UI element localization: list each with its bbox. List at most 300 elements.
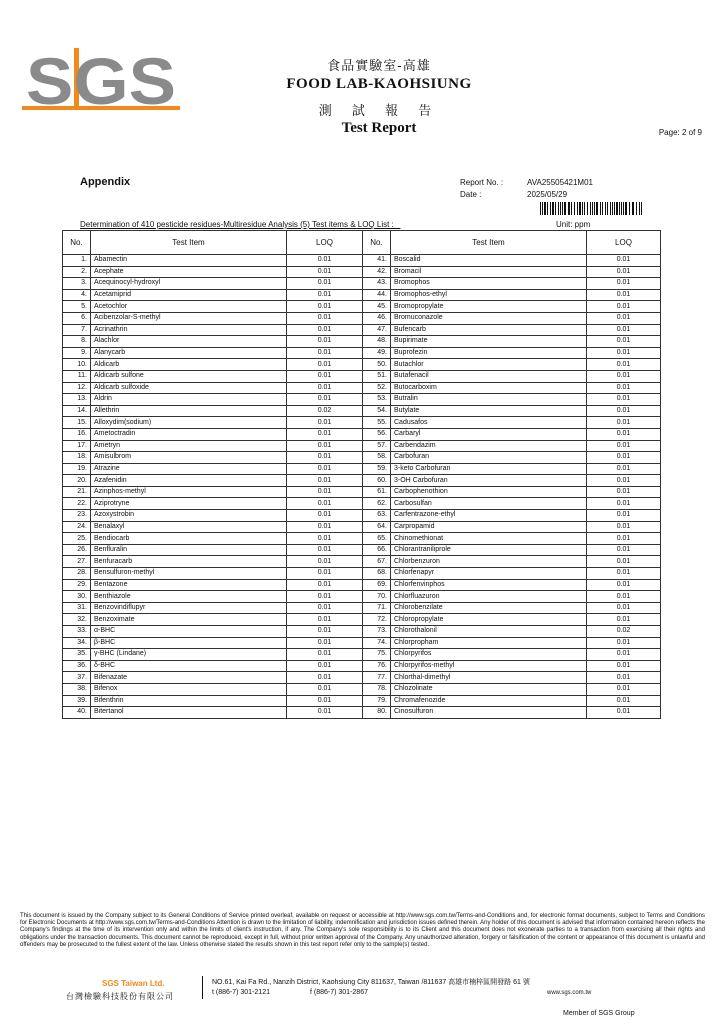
table-header-row — [63, 231, 661, 255]
test-item: Cinosulfuron — [391, 707, 587, 719]
loq-value: 0.01 — [587, 556, 661, 568]
loq-value: 0.01 — [587, 614, 661, 626]
test-item: Bendiocarb — [91, 533, 287, 545]
loq-value: 0.01 — [287, 382, 363, 394]
test-item: Azoxystrobin — [91, 510, 287, 522]
table-row — [63, 301, 661, 313]
loq-value: 0.01 — [587, 336, 661, 348]
loq-value: 0.01 — [287, 486, 363, 498]
barcode-bar — [550, 202, 551, 215]
test-item: Alanycarb — [91, 347, 287, 359]
row-no: 72. — [363, 614, 391, 626]
loq-value: 0.01 — [587, 278, 661, 290]
page-number: Page: 2 of 9 — [658, 128, 702, 137]
svg-text:SGS: SGS — [26, 48, 176, 118]
loq-value: 0.01 — [587, 660, 661, 672]
header-no: No. — [63, 231, 91, 255]
table-row — [63, 289, 661, 301]
barcode-bar — [641, 202, 642, 215]
test-item: δ-BHC — [91, 660, 287, 672]
sgs-logo — [22, 48, 180, 118]
loq-value: 0.01 — [287, 370, 363, 382]
loq-value: 0.01 — [287, 602, 363, 614]
table-row — [63, 626, 661, 638]
row-no: 69. — [363, 579, 391, 591]
test-item: Butachlor — [391, 359, 587, 371]
test-item: Azafenidin — [91, 475, 287, 487]
row-no: 56. — [363, 428, 391, 440]
loq-value: 0.01 — [287, 660, 363, 672]
row-no: 6. — [63, 312, 91, 324]
loq-value: 0.01 — [287, 324, 363, 336]
row-no: 67. — [363, 556, 391, 568]
report-title-cn: 測 試 報 告 — [318, 104, 440, 119]
row-no: 33. — [63, 626, 91, 638]
loq-value: 0.01 — [587, 637, 661, 649]
row-no: 22. — [63, 498, 91, 510]
loq-value: 0.01 — [587, 301, 661, 313]
test-item: Benzoximate — [91, 614, 287, 626]
row-no: 27. — [63, 556, 91, 568]
test-item: Bromophos — [391, 278, 587, 290]
table-row — [63, 452, 661, 464]
test-item: Carbendazim — [391, 440, 587, 452]
row-no: 45. — [363, 301, 391, 313]
test-item: Chlorfenvinphos — [391, 579, 587, 591]
barcode-bar — [596, 202, 598, 215]
loq-value: 0.01 — [587, 417, 661, 429]
terms-link[interactable]: http://www.sgs.com.tw/Terms-and-Conditions — [395, 913, 516, 919]
row-no: 54. — [363, 405, 391, 417]
company-fax: f (886-7) 301-2867 — [310, 989, 368, 996]
row-no: 37. — [63, 672, 91, 684]
row-no: 70. — [363, 591, 391, 603]
test-item: Cadusafos — [391, 417, 587, 429]
loq-value: 0.01 — [287, 637, 363, 649]
loq-value: 0.01 — [587, 510, 661, 522]
row-no: 71. — [363, 602, 391, 614]
test-item: Chlorfenapyr — [391, 568, 587, 580]
barcode-bar — [614, 202, 615, 215]
row-no: 1. — [63, 255, 91, 267]
test-item: Carpropamid — [391, 521, 587, 533]
table-row — [63, 498, 661, 510]
report-number-line — [460, 178, 593, 187]
test-item: Bromuconazole — [391, 312, 587, 324]
table-row — [63, 382, 661, 394]
table-row — [63, 568, 661, 580]
test-item: Bitertanol — [91, 707, 287, 719]
barcode-bar — [632, 202, 634, 215]
test-item: Acetamiprid — [91, 289, 287, 301]
row-no: 64. — [363, 521, 391, 533]
row-no: 2. — [63, 266, 91, 278]
loq-value: 0.01 — [287, 707, 363, 719]
row-no: 31. — [63, 602, 91, 614]
test-item: Carbaryl — [391, 428, 587, 440]
table-row — [63, 324, 661, 336]
test-item: Benfluralin — [91, 544, 287, 556]
test-item: Bromacil — [391, 266, 587, 278]
table-row — [63, 312, 661, 324]
table-row — [63, 440, 661, 452]
test-item: Acibenzolar-S-methyl — [91, 312, 287, 324]
table-row — [63, 394, 661, 406]
test-item: Chlorpyrifos-methyl — [391, 660, 587, 672]
report-number-label: Report No. : — [460, 178, 504, 187]
row-no: 46. — [363, 312, 391, 324]
barcode-bar — [544, 202, 546, 215]
loq-value: 0.01 — [287, 568, 363, 580]
loq-value: 0.01 — [587, 324, 661, 336]
test-item: Benthiazole — [91, 591, 287, 603]
test-item: Butylate — [391, 405, 587, 417]
test-item: Carbophenothion — [391, 486, 587, 498]
loq-value: 0.01 — [287, 428, 363, 440]
loq-value: 0.01 — [287, 614, 363, 626]
row-no: 65. — [363, 533, 391, 545]
barcode-bar — [619, 202, 620, 215]
test-item: Acequinocyl-hydroxyl — [91, 278, 287, 290]
report-number-value: AVA25505421M01 — [527, 178, 593, 187]
test-item: Benzovindiflupyr — [91, 602, 287, 614]
test-item: Butralin — [391, 394, 587, 406]
table-row — [63, 347, 661, 359]
table-row — [63, 475, 661, 487]
loq-value: 0.01 — [587, 695, 661, 707]
test-item: Chlorfluazuron — [391, 591, 587, 603]
company-name-en: SGS Taiwan Ltd. — [102, 979, 165, 988]
barcode-bar — [600, 202, 601, 215]
row-no: 21. — [63, 486, 91, 498]
row-no: 34. — [63, 637, 91, 649]
barcode-bar — [555, 202, 556, 215]
loq-value: 0.01 — [287, 440, 363, 452]
loq-value: 0.01 — [287, 556, 363, 568]
test-item: Chlorpyrifos — [391, 649, 587, 661]
row-no: 15. — [63, 417, 91, 429]
barcode-bar — [612, 202, 613, 215]
row-no: 80. — [363, 707, 391, 719]
loq-value: 0.01 — [587, 498, 661, 510]
disclaimer-text: This document is issued by the Company subject to its General Conditions of Service printed overleaf, available on request or accessible at — [20, 913, 396, 919]
header-test-item: Test Item — [391, 231, 587, 255]
loq-value: 0.02 — [587, 626, 661, 638]
test-item: Chinomethionat — [391, 533, 587, 545]
row-no: 17. — [63, 440, 91, 452]
loq-value: 0.01 — [587, 312, 661, 324]
loq-value: 0.01 — [287, 683, 363, 695]
loq-value: 0.01 — [587, 672, 661, 684]
row-no: 60. — [363, 475, 391, 487]
test-item: Aldrin — [91, 394, 287, 406]
loq-value: 0.01 — [287, 463, 363, 475]
test-item: Carbofuran — [391, 452, 587, 464]
loq-value: 0.01 — [587, 347, 661, 359]
table-row — [63, 544, 661, 556]
test-item: Bufencarb — [391, 324, 587, 336]
test-item: Allethrin — [91, 405, 287, 417]
row-no: 66. — [363, 544, 391, 556]
barcode-bar — [582, 202, 583, 215]
table-row — [63, 660, 661, 672]
row-no: 53. — [363, 394, 391, 406]
row-no: 79. — [363, 695, 391, 707]
company-phone: t (886-7) 301-2121 — [212, 989, 270, 996]
barcode-bar — [590, 202, 591, 215]
loq-value: 0.01 — [287, 591, 363, 603]
row-no: 11. — [63, 370, 91, 382]
row-no: 40. — [63, 707, 91, 719]
barcode-bar — [610, 202, 611, 215]
header-loq: LOQ — [587, 231, 661, 255]
test-item: Butocarboxim — [391, 382, 587, 394]
row-no: 62. — [363, 498, 391, 510]
test-item: Buprofezin — [391, 347, 587, 359]
barcode-bar — [558, 202, 559, 215]
test-item: Chlorpropham — [391, 637, 587, 649]
test-item: Boscalid — [391, 255, 587, 267]
table-row — [63, 695, 661, 707]
test-item: Aziprotryne — [91, 498, 287, 510]
table-row — [63, 602, 661, 614]
loq-value: 0.01 — [587, 440, 661, 452]
barcode-bar — [629, 202, 630, 215]
barcode-bar — [623, 202, 624, 215]
table-row — [63, 428, 661, 440]
loq-value: 0.01 — [287, 394, 363, 406]
loq-value: 0.01 — [287, 347, 363, 359]
footer-divider — [202, 976, 203, 999]
loq-value: 0.01 — [587, 486, 661, 498]
row-no: 13. — [63, 394, 91, 406]
row-no: 18. — [63, 452, 91, 464]
row-no: 23. — [63, 510, 91, 522]
barcode-bar — [616, 202, 618, 215]
test-item: Abamectin — [91, 255, 287, 267]
loq-value: 0.02 — [287, 405, 363, 417]
terms-link[interactable]: http://www.sgs.com.tw/Terms-and-Conditions — [95, 920, 216, 927]
row-no: 38. — [63, 683, 91, 695]
row-no: 44. — [363, 289, 391, 301]
row-no: 61. — [363, 486, 391, 498]
row-no: 12. — [63, 382, 91, 394]
test-item: Butafenacil — [391, 370, 587, 382]
barcode-bar — [540, 202, 541, 215]
row-no: 10. — [63, 359, 91, 371]
test-item: Bifenthrin — [91, 695, 287, 707]
table-row — [63, 255, 661, 267]
company-name-cn: 台灣檢驗科技股份有限公司 — [66, 992, 174, 1001]
table-row — [63, 556, 661, 568]
loq-value: 0.01 — [587, 649, 661, 661]
loq-value: 0.01 — [287, 301, 363, 313]
lab-name-en: FOOD LAB-KAOHSIUNG — [286, 76, 472, 92]
barcode-bar — [571, 202, 572, 215]
test-item: Acrinathrin — [91, 324, 287, 336]
test-item: Aldicarb — [91, 359, 287, 371]
company-website[interactable]: www.sgs.com.tw — [547, 990, 592, 996]
row-no: 24. — [63, 521, 91, 533]
table-row — [63, 336, 661, 348]
disclaimer-text: Attention is drawn to the limitation of liability, indemnification and jurisdiction issues defined therein. Any holder of this document is advised that information contained hereon reflects the Company's findings at the time of its intervention only and within the limits of client's instruction, if any. The Company's sole responsibility is to its Client and this document does not exonerate parties to a transaction from exercising all their rights and obligations under the transaction documents. This document cannot be reproduced, except in full, without prior written approval of the Company. Any unauthorized alteration, forgery or falsification of the content or appearance of this document is unlawful and offenders may be prosecuted to the fullest extent of the law. Unless otherwise stated the results shown in this test report refer only to the sample(s) tested. — [20, 920, 705, 948]
header-loq: LOQ — [287, 231, 363, 255]
loq-value: 0.01 — [587, 255, 661, 267]
test-item: Bensulfuron-methyl — [91, 568, 287, 580]
row-no: 43. — [363, 278, 391, 290]
loq-value: 0.01 — [587, 382, 661, 394]
table-row — [63, 707, 661, 719]
appendix-heading: Appendix — [80, 176, 131, 188]
row-no: 3. — [63, 278, 91, 290]
report-date-label: Date : — [460, 190, 482, 199]
loq-value: 0.01 — [287, 498, 363, 510]
table-row — [63, 417, 661, 429]
row-no: 50. — [363, 359, 391, 371]
row-no: 57. — [363, 440, 391, 452]
row-no: 58. — [363, 452, 391, 464]
test-item: Bromopropylate — [391, 301, 587, 313]
test-item: Benalaxyl — [91, 521, 287, 533]
table-row — [63, 521, 661, 533]
loq-value: 0.01 — [587, 533, 661, 545]
row-no: 74. — [363, 637, 391, 649]
barcode-bar — [587, 202, 588, 215]
loq-value: 0.01 — [287, 278, 363, 290]
test-item: Bupirimate — [391, 336, 587, 348]
row-no: 29. — [63, 579, 91, 591]
loq-value: 0.01 — [587, 707, 661, 719]
loq-value: 0.01 — [587, 579, 661, 591]
loq-value: 0.01 — [587, 289, 661, 301]
loq-value: 0.01 — [287, 510, 363, 522]
report-date-line — [460, 190, 567, 199]
test-item: Bifenox — [91, 683, 287, 695]
barcode-bar — [547, 202, 548, 215]
barcode-bar — [607, 202, 608, 215]
table-row — [63, 405, 661, 417]
test-item: Chlorthal-dimethyl — [391, 672, 587, 684]
test-item: Alloxydim(sodium) — [91, 417, 287, 429]
row-no: 4. — [63, 289, 91, 301]
row-no: 49. — [363, 347, 391, 359]
barcode-bar — [594, 202, 595, 215]
barcode-bar — [621, 202, 622, 215]
row-no: 59. — [363, 463, 391, 475]
row-no: 78. — [363, 683, 391, 695]
row-no: 36. — [63, 660, 91, 672]
table-row — [63, 278, 661, 290]
table-row — [63, 637, 661, 649]
row-no: 30. — [63, 591, 91, 603]
row-no: 41. — [363, 255, 391, 267]
row-no: 51. — [363, 370, 391, 382]
table-row — [63, 359, 661, 371]
test-item: Chlorobenzilate — [391, 602, 587, 614]
loq-value: 0.01 — [587, 394, 661, 406]
header-no: No. — [363, 231, 391, 255]
loq-value: 0.01 — [587, 544, 661, 556]
test-item: Acephate — [91, 266, 287, 278]
loq-value: 0.01 — [587, 428, 661, 440]
report-title-en: Test Report — [341, 120, 417, 136]
loq-value: 0.01 — [287, 255, 363, 267]
loq-value: 0.01 — [287, 475, 363, 487]
table-row — [63, 614, 661, 626]
table-row — [63, 649, 661, 661]
barcode-bar — [564, 202, 566, 215]
unit-label: Unit: ppm — [556, 220, 591, 229]
loq-value: 0.01 — [287, 649, 363, 661]
test-item: 3-keto Carbofuran — [391, 463, 587, 475]
loq-value: 0.01 — [587, 370, 661, 382]
loq-value: 0.01 — [287, 579, 363, 591]
test-item: Alachlor — [91, 336, 287, 348]
barcode-bar — [562, 202, 563, 215]
row-no: 14. — [63, 405, 91, 417]
row-no: 63. — [363, 510, 391, 522]
test-item: Amisulbrom — [91, 452, 287, 464]
loq-value: 0.01 — [587, 683, 661, 695]
loq-value: 0.01 — [287, 336, 363, 348]
loq-value: 0.01 — [587, 521, 661, 533]
test-item: Bentazone — [91, 579, 287, 591]
row-no: 7. — [63, 324, 91, 336]
test-item: Aldicarb sulfone — [91, 370, 287, 382]
barcode-bar — [579, 202, 581, 215]
loq-value: 0.01 — [287, 672, 363, 684]
row-no: 28. — [63, 568, 91, 580]
row-no: 19. — [63, 463, 91, 475]
test-item: Atrazine — [91, 463, 287, 475]
table-row — [63, 533, 661, 545]
test-item: Azinphos-methyl — [91, 486, 287, 498]
table-row — [63, 370, 661, 382]
test-item: Carbosulfan — [391, 498, 587, 510]
row-no: 32. — [63, 614, 91, 626]
barcode-bar — [584, 202, 585, 215]
loq-value: 0.01 — [287, 312, 363, 324]
test-item: β-BHC — [91, 637, 287, 649]
test-item: α-BHC — [91, 626, 287, 638]
row-no: 8. — [63, 336, 91, 348]
loq-value: 0.01 — [287, 289, 363, 301]
row-no: 39. — [63, 695, 91, 707]
loq-value: 0.01 — [287, 417, 363, 429]
row-no: 76. — [363, 660, 391, 672]
test-item: Chromafenozide — [391, 695, 587, 707]
table-row — [63, 510, 661, 522]
loq-value: 0.01 — [287, 266, 363, 278]
determination-title: Determination of 410 pesticide residues-Multiresidue Analysis (5) Test items & LOQ List : — [80, 220, 401, 229]
test-item: γ-BHC (Lindane) — [91, 649, 287, 661]
test-item: Ametoctradin — [91, 428, 287, 440]
table-row — [63, 672, 661, 684]
loq-value: 0.01 — [587, 452, 661, 464]
row-no: 26. — [63, 544, 91, 556]
row-no: 42. — [363, 266, 391, 278]
test-item: Aldicarb sulfoxide — [91, 382, 287, 394]
loq-table — [62, 230, 661, 719]
row-no: 25. — [63, 533, 91, 545]
member-of-sgs-group: Member of SGS Group — [563, 1010, 635, 1017]
loq-value: 0.01 — [587, 475, 661, 487]
row-no: 77. — [363, 672, 391, 684]
barcode — [540, 202, 644, 215]
test-item: 3-OH Carbofuran — [391, 475, 587, 487]
table-row — [63, 579, 661, 591]
test-item: Ametryn — [91, 440, 287, 452]
